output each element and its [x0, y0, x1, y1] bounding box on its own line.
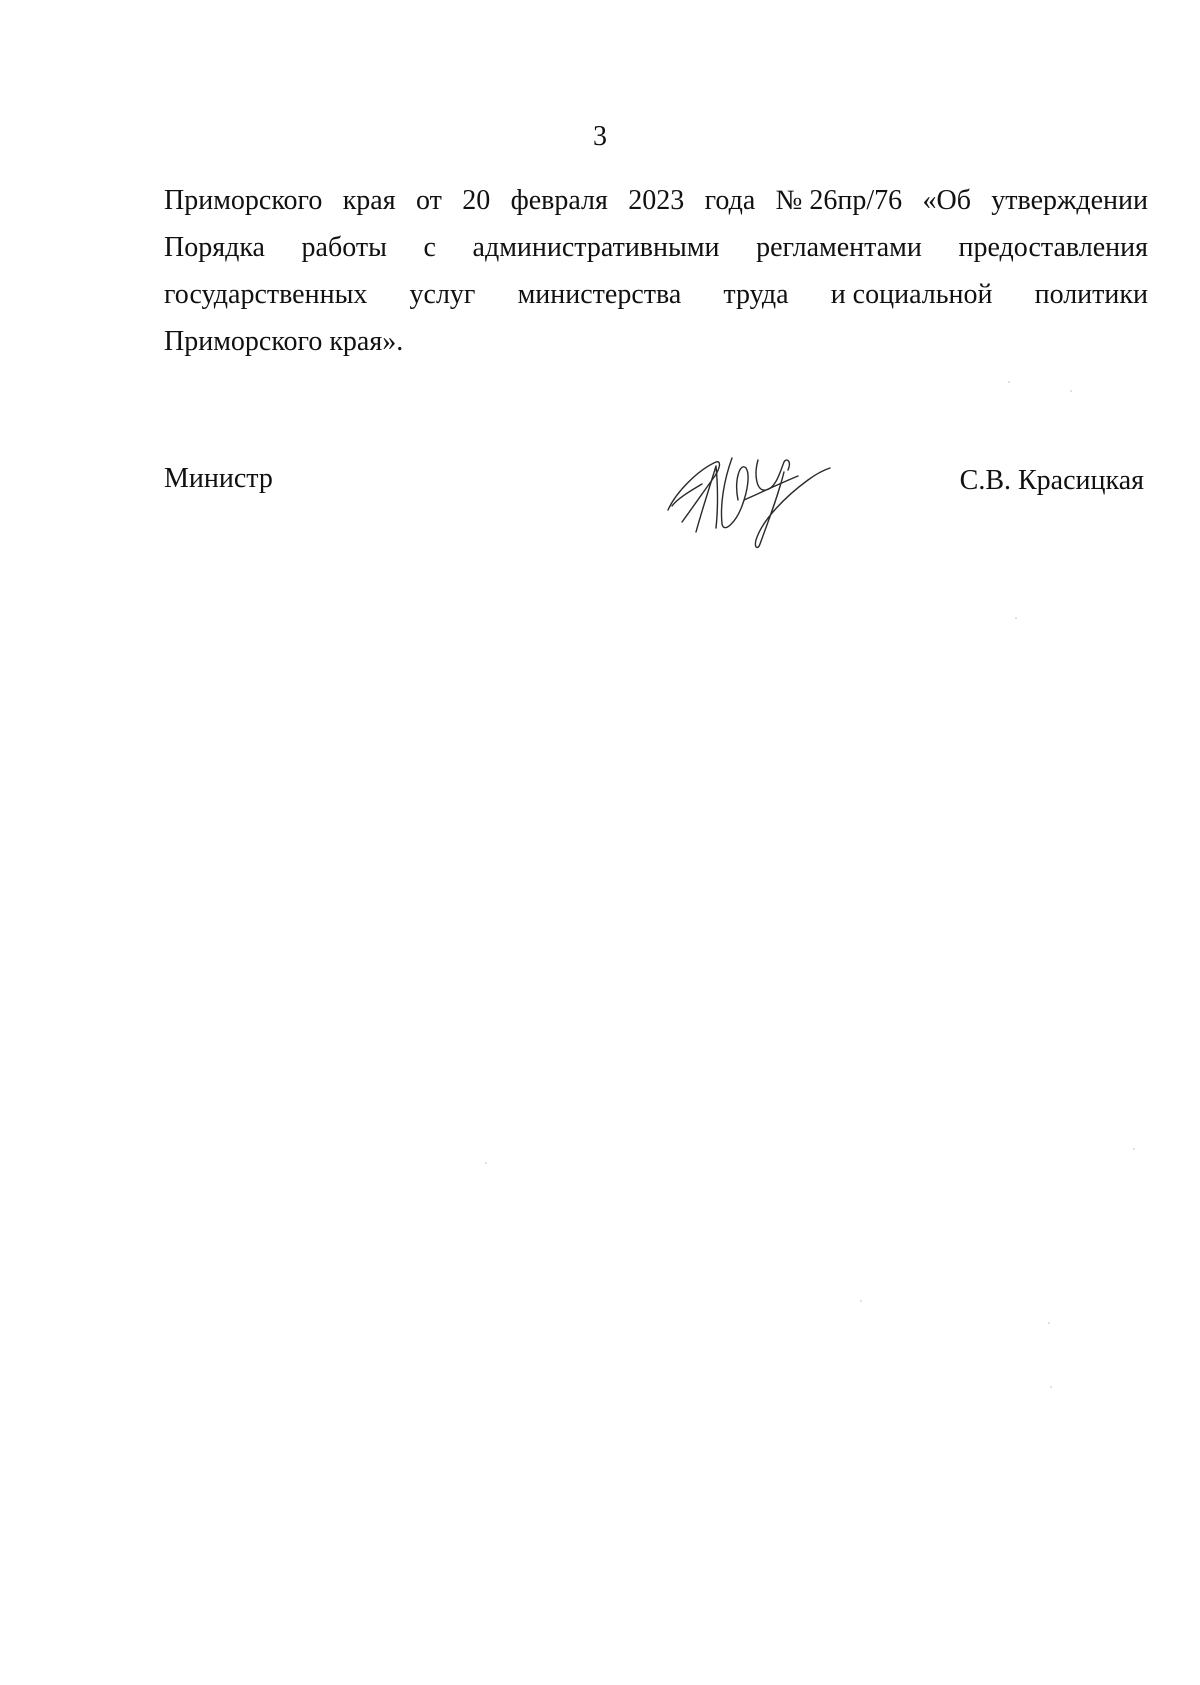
paragraph-line — [164, 271, 1148, 318]
word: труда — [723, 279, 789, 310]
word: и социальной — [830, 279, 993, 310]
word: с — [423, 232, 436, 263]
word: регламентами — [756, 232, 922, 263]
word: предоставления — [958, 232, 1148, 263]
word: «Об — [922, 185, 971, 216]
word: 2023 — [628, 185, 685, 216]
word: Приморского края». — [164, 326, 404, 357]
word: Порядка — [164, 232, 265, 263]
paragraph-line — [164, 318, 1148, 365]
word: февраля — [510, 185, 608, 216]
word: политики — [1034, 279, 1148, 310]
word: утверждении — [991, 185, 1148, 216]
word: Приморского — [164, 185, 323, 216]
handwritten-signature — [658, 440, 838, 560]
word: года — [704, 185, 756, 216]
word: государственных — [164, 279, 368, 310]
signer-name: С.В. Красицкая — [959, 465, 1144, 496]
word: административными — [472, 232, 720, 263]
body-paragraph — [164, 177, 1148, 365]
paragraph-line — [164, 224, 1148, 271]
word: края — [342, 185, 396, 216]
word: от — [415, 185, 442, 216]
word: № 26пр/76 — [775, 185, 903, 216]
signer-position: Министр — [164, 463, 273, 494]
signature-block — [164, 462, 1148, 572]
paragraph-line — [164, 177, 1148, 224]
word: 20 — [462, 185, 491, 216]
page-number: 3 — [593, 121, 607, 152]
word: работы — [301, 232, 387, 263]
word: министерства — [517, 279, 682, 310]
word: услуг — [409, 279, 476, 310]
